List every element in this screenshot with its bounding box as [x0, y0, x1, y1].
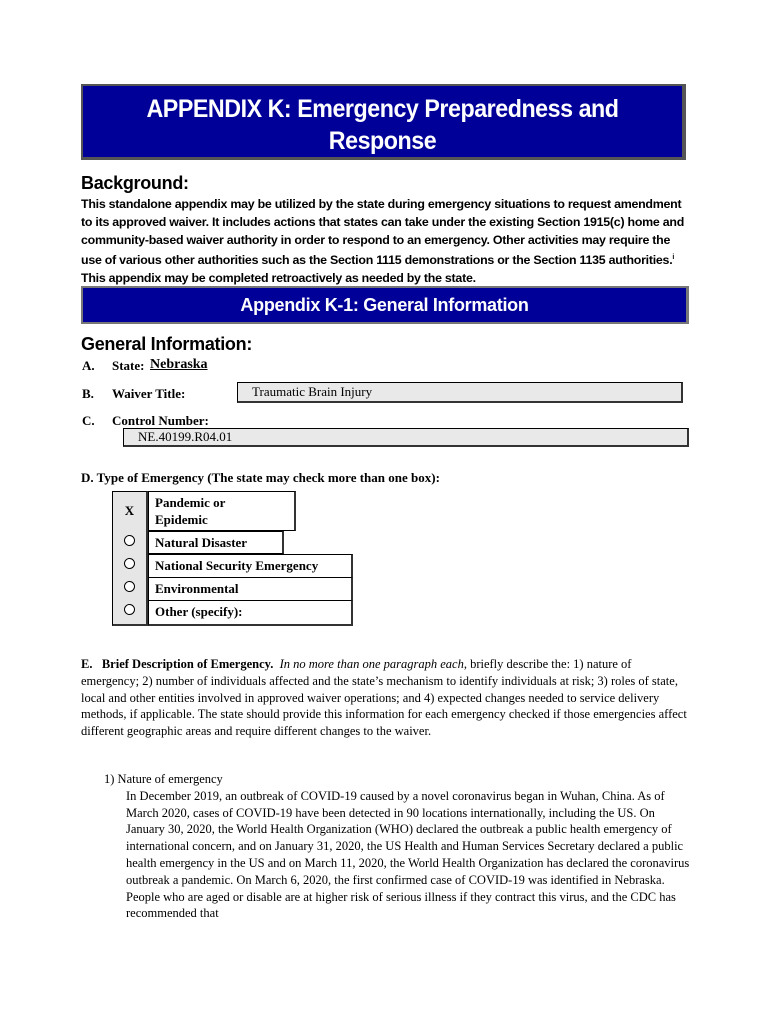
environmental-radio[interactable]: [112, 577, 148, 600]
nature-heading: 1) Nature of emergency: [104, 772, 223, 786]
background-text-tail: This appendix may be completed retroactively as needed by the state.: [81, 271, 476, 286]
description-italic: In no more than one paragraph each: [279, 657, 464, 671]
control-number-field[interactable]: NE.40199.R04.01: [123, 428, 689, 447]
pandemic-check-mark: X: [124, 503, 135, 518]
option-pandemic-line1: Pandemic or: [155, 495, 226, 510]
option-other: Other (specify):: [148, 600, 353, 626]
state-letter: A.: [82, 358, 95, 373]
nature-of-emergency: [104, 771, 694, 922]
state-value[interactable]: Nebraska: [150, 357, 208, 372]
description-lead: Brief Description of Emergency.: [101, 657, 274, 671]
appendix-title-line2: Response: [328, 127, 437, 155]
radio-icon: [124, 581, 135, 592]
section-title-bar: Appendix K-1: General Information: [81, 286, 689, 324]
footnote-mark[interactable]: i: [672, 254, 675, 261]
background-text-main: This standalone appendix may be utilized by the state during emergency situations to request amendment to its approved waiver. It includes actions that states can take under the existing Section 1915(c) home and community-based waiver authority in order to respond to an emergency. Other activities may require the use of various other authorities such as the Section 1115 demonstrations or the Section 1135 authorities.: [81, 197, 685, 268]
option-national-security: National Security Emergency: [148, 554, 353, 578]
background-heading: Background:: [81, 173, 189, 193]
description-text: , briefly describe the: 1) nature of emergency; 2) number of individuals affected and the state’s mechanism to identify individuals at risk; 3) roles of state, local and other entities involved in approved waiver operations; and 4) expected changes needed to service delivery methods, if applicable. The state should provide this information for each emergency checked if those emergencies affect different geographic areas and require different changes to the waiver.: [81, 657, 687, 739]
waiver-title-letter: B.: [82, 386, 94, 401]
description-letter: E.: [81, 657, 93, 671]
emergency-description: [81, 656, 691, 740]
nature-text: In December 2019, an outbreak of COVID-19 caused by a novel coronavirus began in Wuhan, China. As of March 2020, cases of COVID-19 have been detected in 90 locations internationally, including the US. On January 30, 2020, the World Health Organization (WHO) declared the outbreak a public health emergency of international concern, and on January 31, 2020, the US Health and Human Services Secretary declared a public health emergency in the US and on March 11, 2020, the World Health Organization has declared the coronavirus outbreak a pandemic. On March 6, 2020, the first confirmed case of COVID-19 was identified in Nebraska. People who are aged or disable are at higher risk of serious illness if they contract this virus, and the CDC has recommended that: [126, 788, 690, 921]
option-pandemic: [148, 491, 296, 531]
pandemic-checkbox[interactable]: [112, 491, 148, 531]
state-label: State:: [112, 358, 145, 373]
control-number-letter: C.: [82, 413, 95, 428]
option-pandemic-line2: Epidemic: [155, 512, 208, 527]
national-security-radio[interactable]: [112, 554, 148, 577]
natural-disaster-radio[interactable]: [112, 531, 148, 554]
radio-icon: [124, 558, 135, 569]
radio-icon: [124, 535, 135, 546]
appendix-title-banner: [81, 84, 686, 160]
emergency-type-heading: D. Type of Emergency (The state may check more than one box):: [81, 470, 440, 485]
control-number-label: Control Number:: [112, 413, 209, 428]
radio-icon: [124, 604, 135, 615]
waiver-title-label: Waiver Title:: [112, 386, 186, 401]
waiver-title-field[interactable]: Traumatic Brain Injury: [237, 382, 683, 403]
general-info-heading: General Information:: [81, 334, 253, 354]
appendix-title-line1: APPENDIX K: Emergency Preparedness and: [146, 95, 619, 123]
background-text: [81, 195, 691, 287]
option-natural-disaster: Natural Disaster: [148, 531, 284, 554]
other-radio[interactable]: [112, 600, 148, 626]
option-environmental: Environmental: [148, 577, 353, 601]
